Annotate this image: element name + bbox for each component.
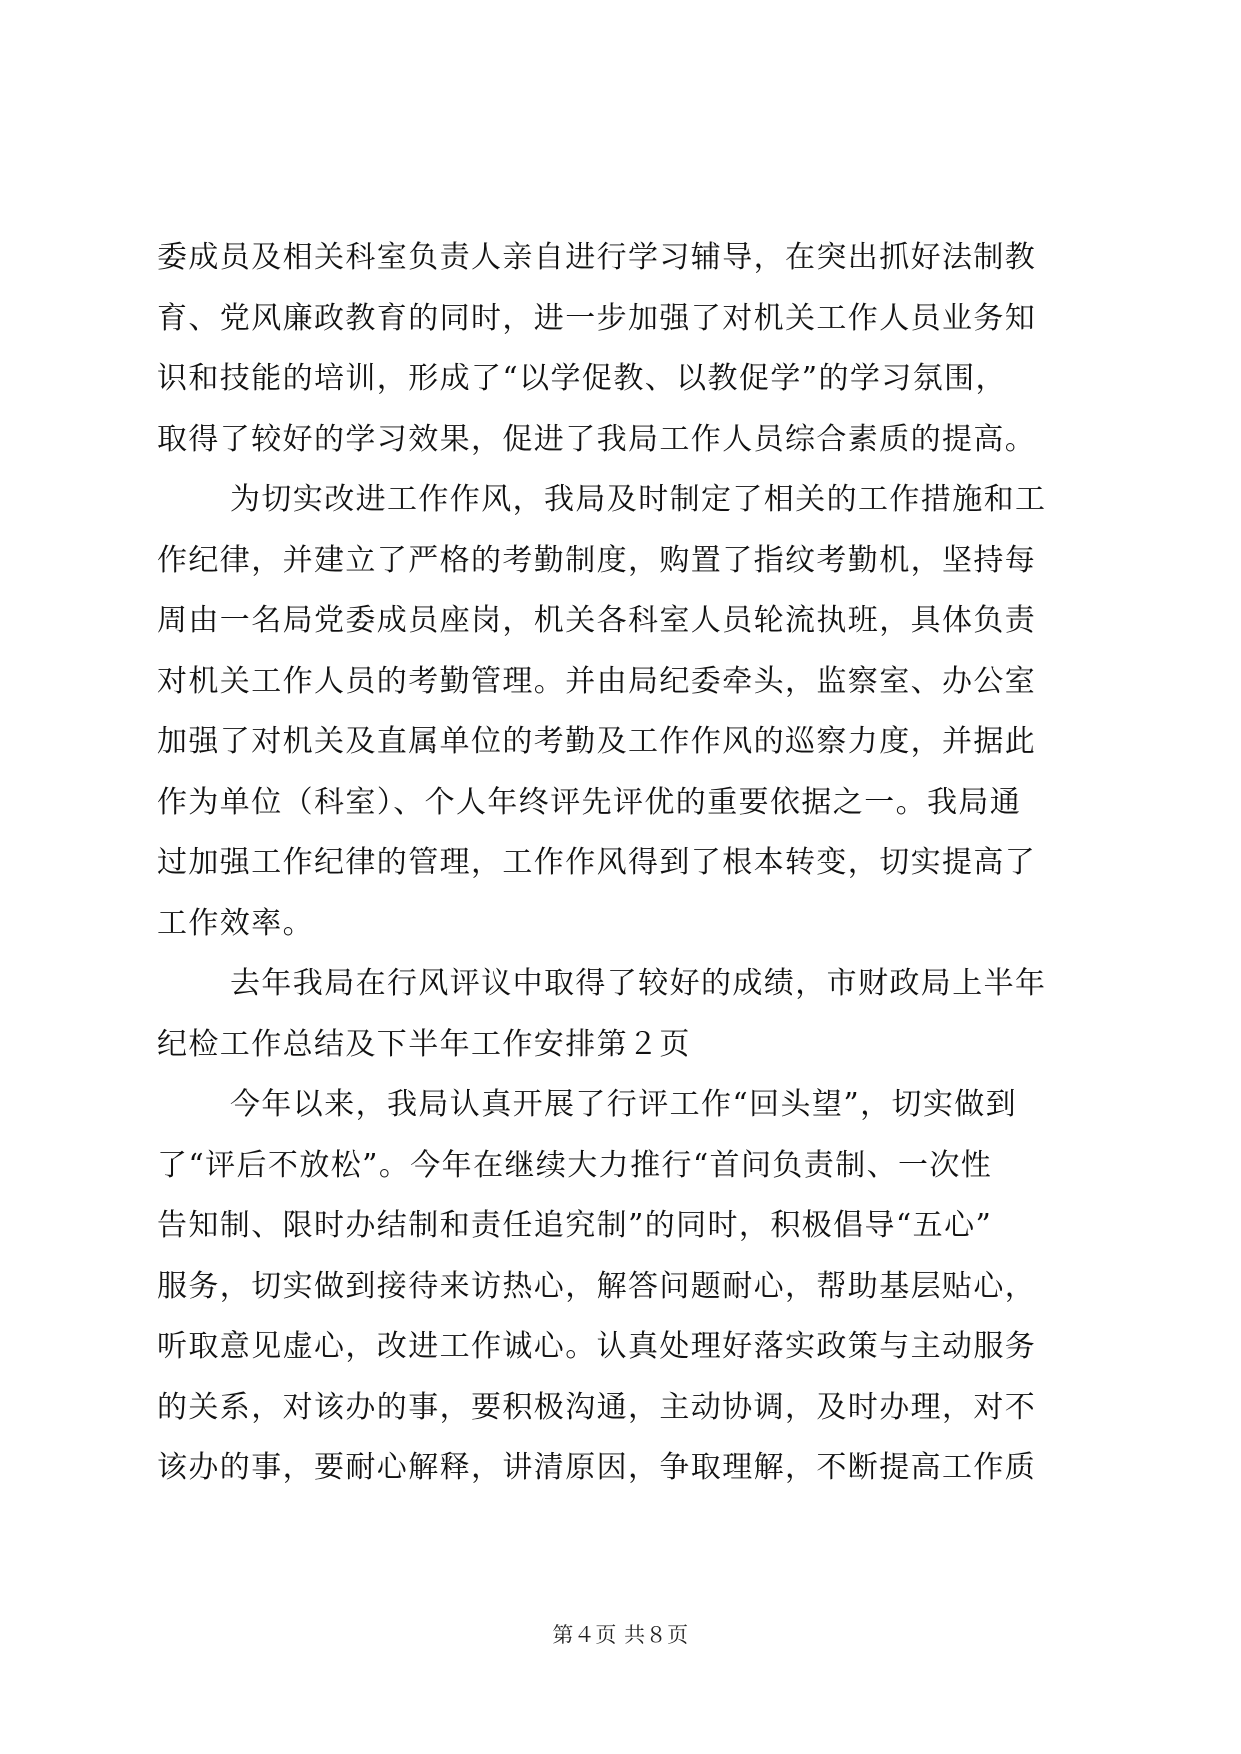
text-line: 纪检工作总结及下半年工作安排第２页 xyxy=(157,1026,691,1062)
text-line: 工作效率。 xyxy=(157,905,314,941)
text-line: 了“评后不放松”。今年在继续大力推行“首问负责制、一次性 xyxy=(157,1147,993,1183)
text-line: 对机关工作人员的考勤管理。并由局纪委牵头，监察室、办公室 xyxy=(157,663,1037,699)
text-line: 作为单位（科室）、个人年终评先评优的重要依据之一。我局通 xyxy=(157,784,1022,820)
text-line: 为切实改进工作作风，我局及时制定了相关的工作措施和工 xyxy=(230,482,1047,517)
document-body xyxy=(157,228,1092,1499)
text-line: 去年我局在行风评议中取得了较好的成绩，市财政局上半年 xyxy=(230,966,1047,1001)
text-line: 周由一名局党委成员座岗，机关各科室人员轮流执班，具体负责 xyxy=(157,603,1037,638)
text-line: 该办的事，要耐心解释，讲清原因，争取理解，不断提高工作质 xyxy=(157,1450,1037,1485)
text-line: 过加强工作纪律的管理，工作作风得到了根本转变，切实提高了 xyxy=(157,845,1037,880)
text-line: 作纪律，并建立了严格的考勤制度，购置了指纹考勤机，坚持每 xyxy=(157,542,1037,578)
text-line: 识和技能的培训，形成了“以学促教、以教促学”的学习氛围， xyxy=(157,361,1007,396)
text-line: 今年以来，我局认真开展了行评工作“回头望”，切实做到 xyxy=(230,1087,1018,1122)
text-line: 委成员及相关科室负责人亲自进行学习辅导，在突出抓好法制教 xyxy=(157,240,1037,275)
text-line: 育、党风廉政教育的同时，进一步加强了对机关工作人员业务知 xyxy=(157,300,1037,336)
text-line: 服务，切实做到接待来访热心，解答问题耐心，帮助基层贴心， xyxy=(157,1268,1037,1304)
page-footer: 第４页 共８页 xyxy=(552,1623,689,1647)
text-line: 听取意见虚心，改进工作诚心。认真处理好落实政策与主动服务 xyxy=(157,1329,1037,1364)
text-line: 加强了对机关及直属单位的考勤及工作作风的巡察力度，并据此 xyxy=(157,724,1037,759)
text-line: 告知制、限时办结制和责任追究制”的同时，积极倡导“五心” xyxy=(157,1208,993,1243)
text-line: 取得了较好的学习效果，促进了我局工作人员综合素质的提高。 xyxy=(157,421,1037,457)
text-line: 的关系，对该办的事，要积极沟通，主动协调，及时办理，对不 xyxy=(157,1389,1037,1425)
